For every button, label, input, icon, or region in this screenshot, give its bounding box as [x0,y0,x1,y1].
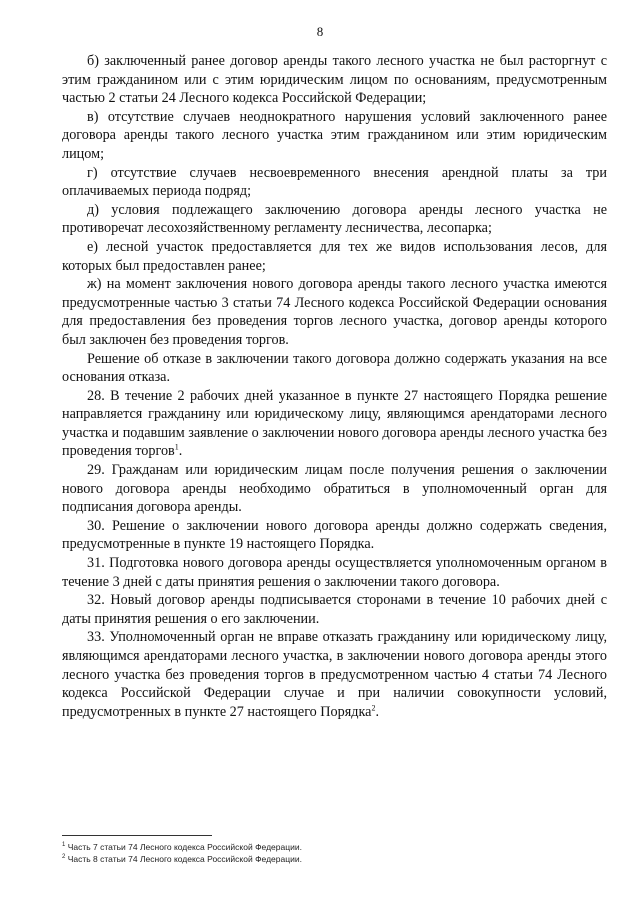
paragraph-29: 29. Гражданам или юридическим лицам после получения решения о заключении нового договора аренды необходимо обратиться в уполномоченный орган для подписания договора аренды. [62,462,607,516]
footnote-mark-2: 2 [62,853,66,860]
paragraph-b: б) заключенный ранее договор аренды такого лесного участка не был расторгнут с этим гражданином или с этим юридическим лицом по основаниям, предусмотренным частью 2 статьи 24 Лесного кодекса Российской Федерации; [62,53,607,107]
paragraph-33-end: . [375,703,379,720]
paragraph-d: д) условия подлежащего заключению договора аренды лесного участка не противоречат лесохозяйственному регламенту лесничества, лесопарка; [62,201,607,237]
paragraph-g: г) отсутствие случаев несвоевременного внесения арендной платы за три оплачиваемых периода подряд; [62,164,607,200]
paragraph-v: в) отсутствие случаев неоднократного нарушения условий заключенного ранее договора аренды такого лесного участка этим гражданином или этим юридическим лицом; [62,108,607,162]
paragraph-28-end: . [178,443,183,460]
footnote-2-text: Часть 8 статьи 74 Лесного кодекса Российской Федерации. [67,853,302,864]
paragraph-zh: ж) на момент заключения нового договора аренды такого лесного участка имеются предусмотренные частью 3 статьи 74 Лесного кодекса Российской Федерации основания для предоставления без проведения торгов лесного участка, договор аренды которого был заключен без проведения торгов. [62,276,607,348]
paragraph-31: 31. Подготовка нового договора аренды осуществляется уполномоченным органом в течение 3 дней с даты принятия решения о заключении такого договора. [62,555,607,590]
paragraph-28-text: 28. В течение 2 рабочих дней указанное в пункте 27 настоящего Порядка решение направляется гражданину или юридическому лицу, являющимся арендаторами лесного участка и подавшим заявление о заключении нового договора аренды лесного участка без проведения торгов [62,387,607,460]
page-number: 8 [316,24,324,39]
footnote-ref-1[interactable]: 1 [174,442,179,452]
footnote-2 [62,854,607,866]
paragraph-33-text: 33. Уполномоченный орган не вправе отказать гражданину или юридическому лицу, являющимся арендаторами лесного участка, в заключении нового договора аренды этого лесного участка без проведения торгов в предусмотренном частью 4 статьи 74 Лесного кодекса Российской Федерации случае и при наличии совокупности условий, предусмотренных в пункте 27 настоящего Порядка [62,629,607,720]
paragraph-32: 32. Новый договор аренды подписывается сторонами в течение 10 рабочих дней с даты принятия решения о его заключении. [62,592,607,627]
paragraph-33 [62,628,607,721]
paragraph-e: е) лесной участок предоставляется для тех же видов использования лесов, для которых был предоставлен ранее; [62,238,607,274]
footnote-ref-2[interactable]: 2 [371,703,376,713]
footnotes [62,842,607,865]
footnote-mark-1: 1 [62,842,66,849]
paragraph-30: 30. Решение о заключении нового договора аренды должно содержать сведения, предусмотренные в пункте 19 настоящего Порядка. [62,517,607,553]
paragraph-28 [62,387,607,461]
footnote-1 [62,842,607,854]
paragraph-refusal: Решение об отказе в заключении такого договора должно содержать указания на все основания отказа. [62,350,607,386]
footnote-1-text: Часть 7 статьи 74 Лесного кодекса Российской Федерации. [67,842,302,852]
footnote-divider [62,835,212,836]
document-body [62,52,607,721]
